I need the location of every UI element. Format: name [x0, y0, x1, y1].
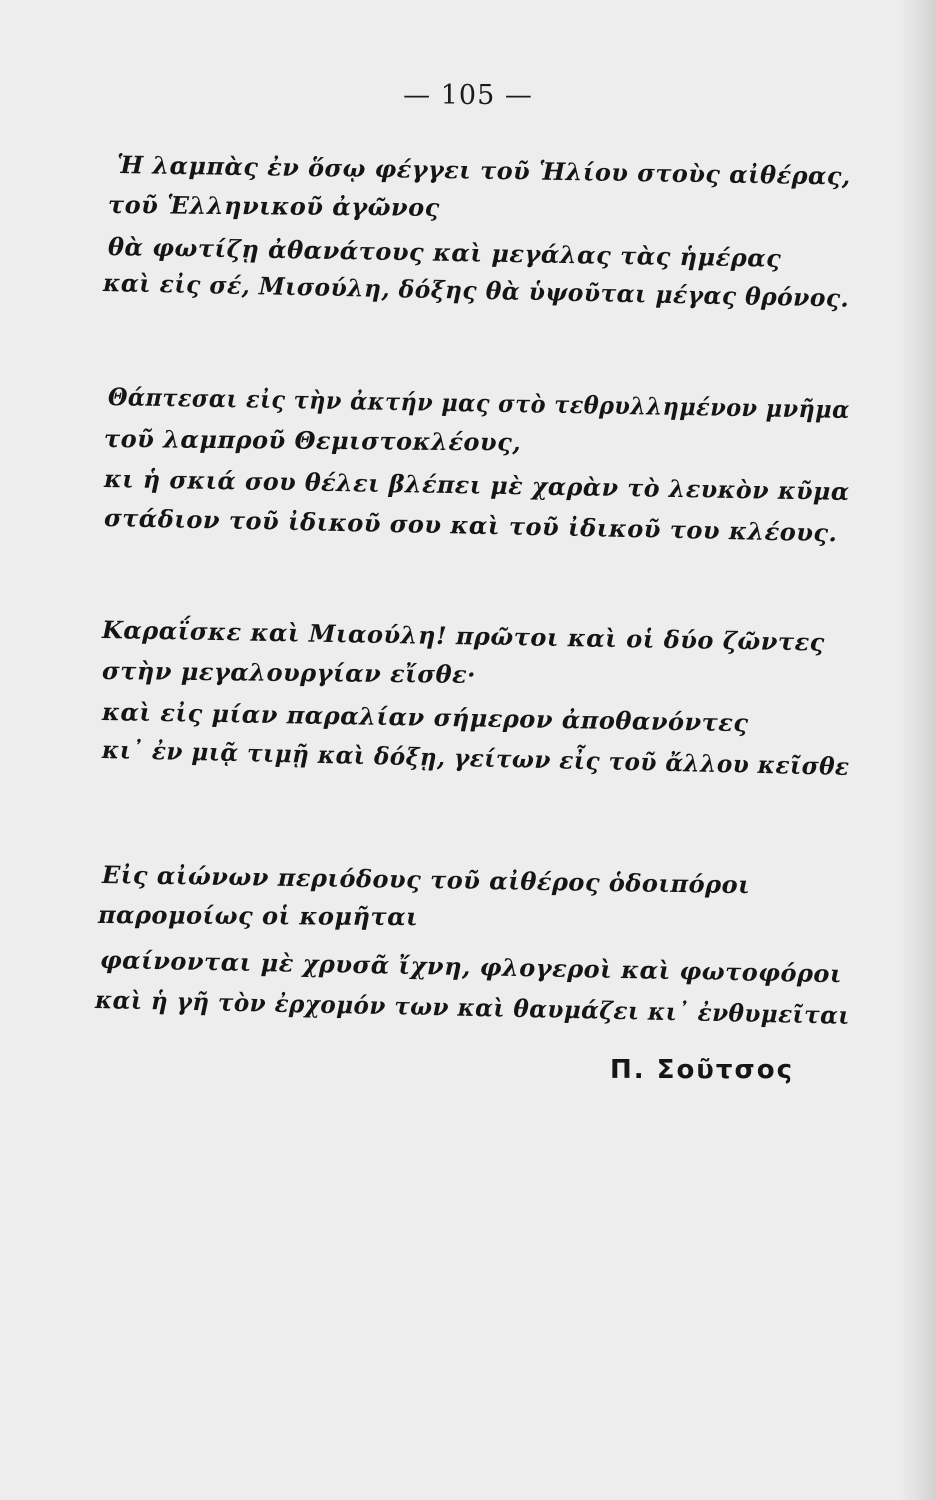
stanza-1-line-1: Ἡ λαμπὰς ἐν ὅσῳ φέγγει τοῦ Ἡλίου στοὺς αἰθέρας,: [116, 150, 851, 191]
stanza-1-line-4: καὶ εἰς σέ, Μισούλη, δόξης θὰ ὑψοῦται μέγας θρόνος.: [102, 268, 850, 313]
stanza-4-line-3: φαίνονται μὲ χρυσᾶ ἴχνη, φλογεροὶ καὶ φωτοφόροι: [99, 945, 843, 989]
stanza-4-line-4: καὶ ἡ γῆ τὸν ἐρχομόν των καὶ θαυμάζει κι᾽ ἐνθυμεῖται: [94, 985, 851, 1030]
stanza-2-line-4: στάδιον τοῦ ἰδικοῦ σου καὶ τοῦ ἰδικοῦ του κλέους.: [103, 503, 838, 548]
stanza-3-line-2: στὴν μεγαλουργίαν εἴσθε·: [101, 656, 477, 689]
stanza-4-line-1: Εἰς αἰώνων περιόδους τοῦ αἰθέρος ὁδοιπόροι: [101, 860, 751, 900]
page-number: — 105 —: [403, 80, 533, 111]
stanza-3-line-1: Καραΐσκε καὶ Μιαούλη! πρῶτοι καὶ οἱ δύο ζῶντες: [101, 615, 826, 657]
author-signature: Π. Σοῦτσος: [610, 1055, 794, 1085]
stanza-1-line-2: τοῦ Ἑλληνικοῦ ἀγῶνος: [107, 190, 440, 222]
stanza-3-line-4: κι᾽ ἐν μιᾷ τιμῇ καὶ δόξῃ, γείτων εἶς τοῦ ἄλλου κεῖσθε: [101, 735, 850, 781]
stanza-2-line-2: τοῦ λαμπροῦ Θεμιστοκλέους,: [103, 424, 522, 457]
stanza-3-line-3: καὶ εἰς μίαν παραλίαν σήμερον ἀποθανόντες: [101, 697, 749, 738]
scan-edge-shadow: [898, 0, 936, 1500]
stanza-2-line-3: κι ἡ σκιά σου θέλει βλέπει μὲ χαρὰν τὸ λευκὸν κῦμα: [103, 464, 850, 507]
stanza-2-line-1: Θάπτεσαι εἰς τὴν ἀκτήν μας στὸ τεθρυλλημένον μνῆμα: [107, 382, 851, 424]
stanza-1-line-3: θὰ φωτίζῃ ἀθανάτους καὶ μεγάλας τὰς ἡμέρας: [107, 232, 782, 273]
stanza-4-line-2: παρομοίως οἱ κομῆται: [97, 900, 419, 932]
